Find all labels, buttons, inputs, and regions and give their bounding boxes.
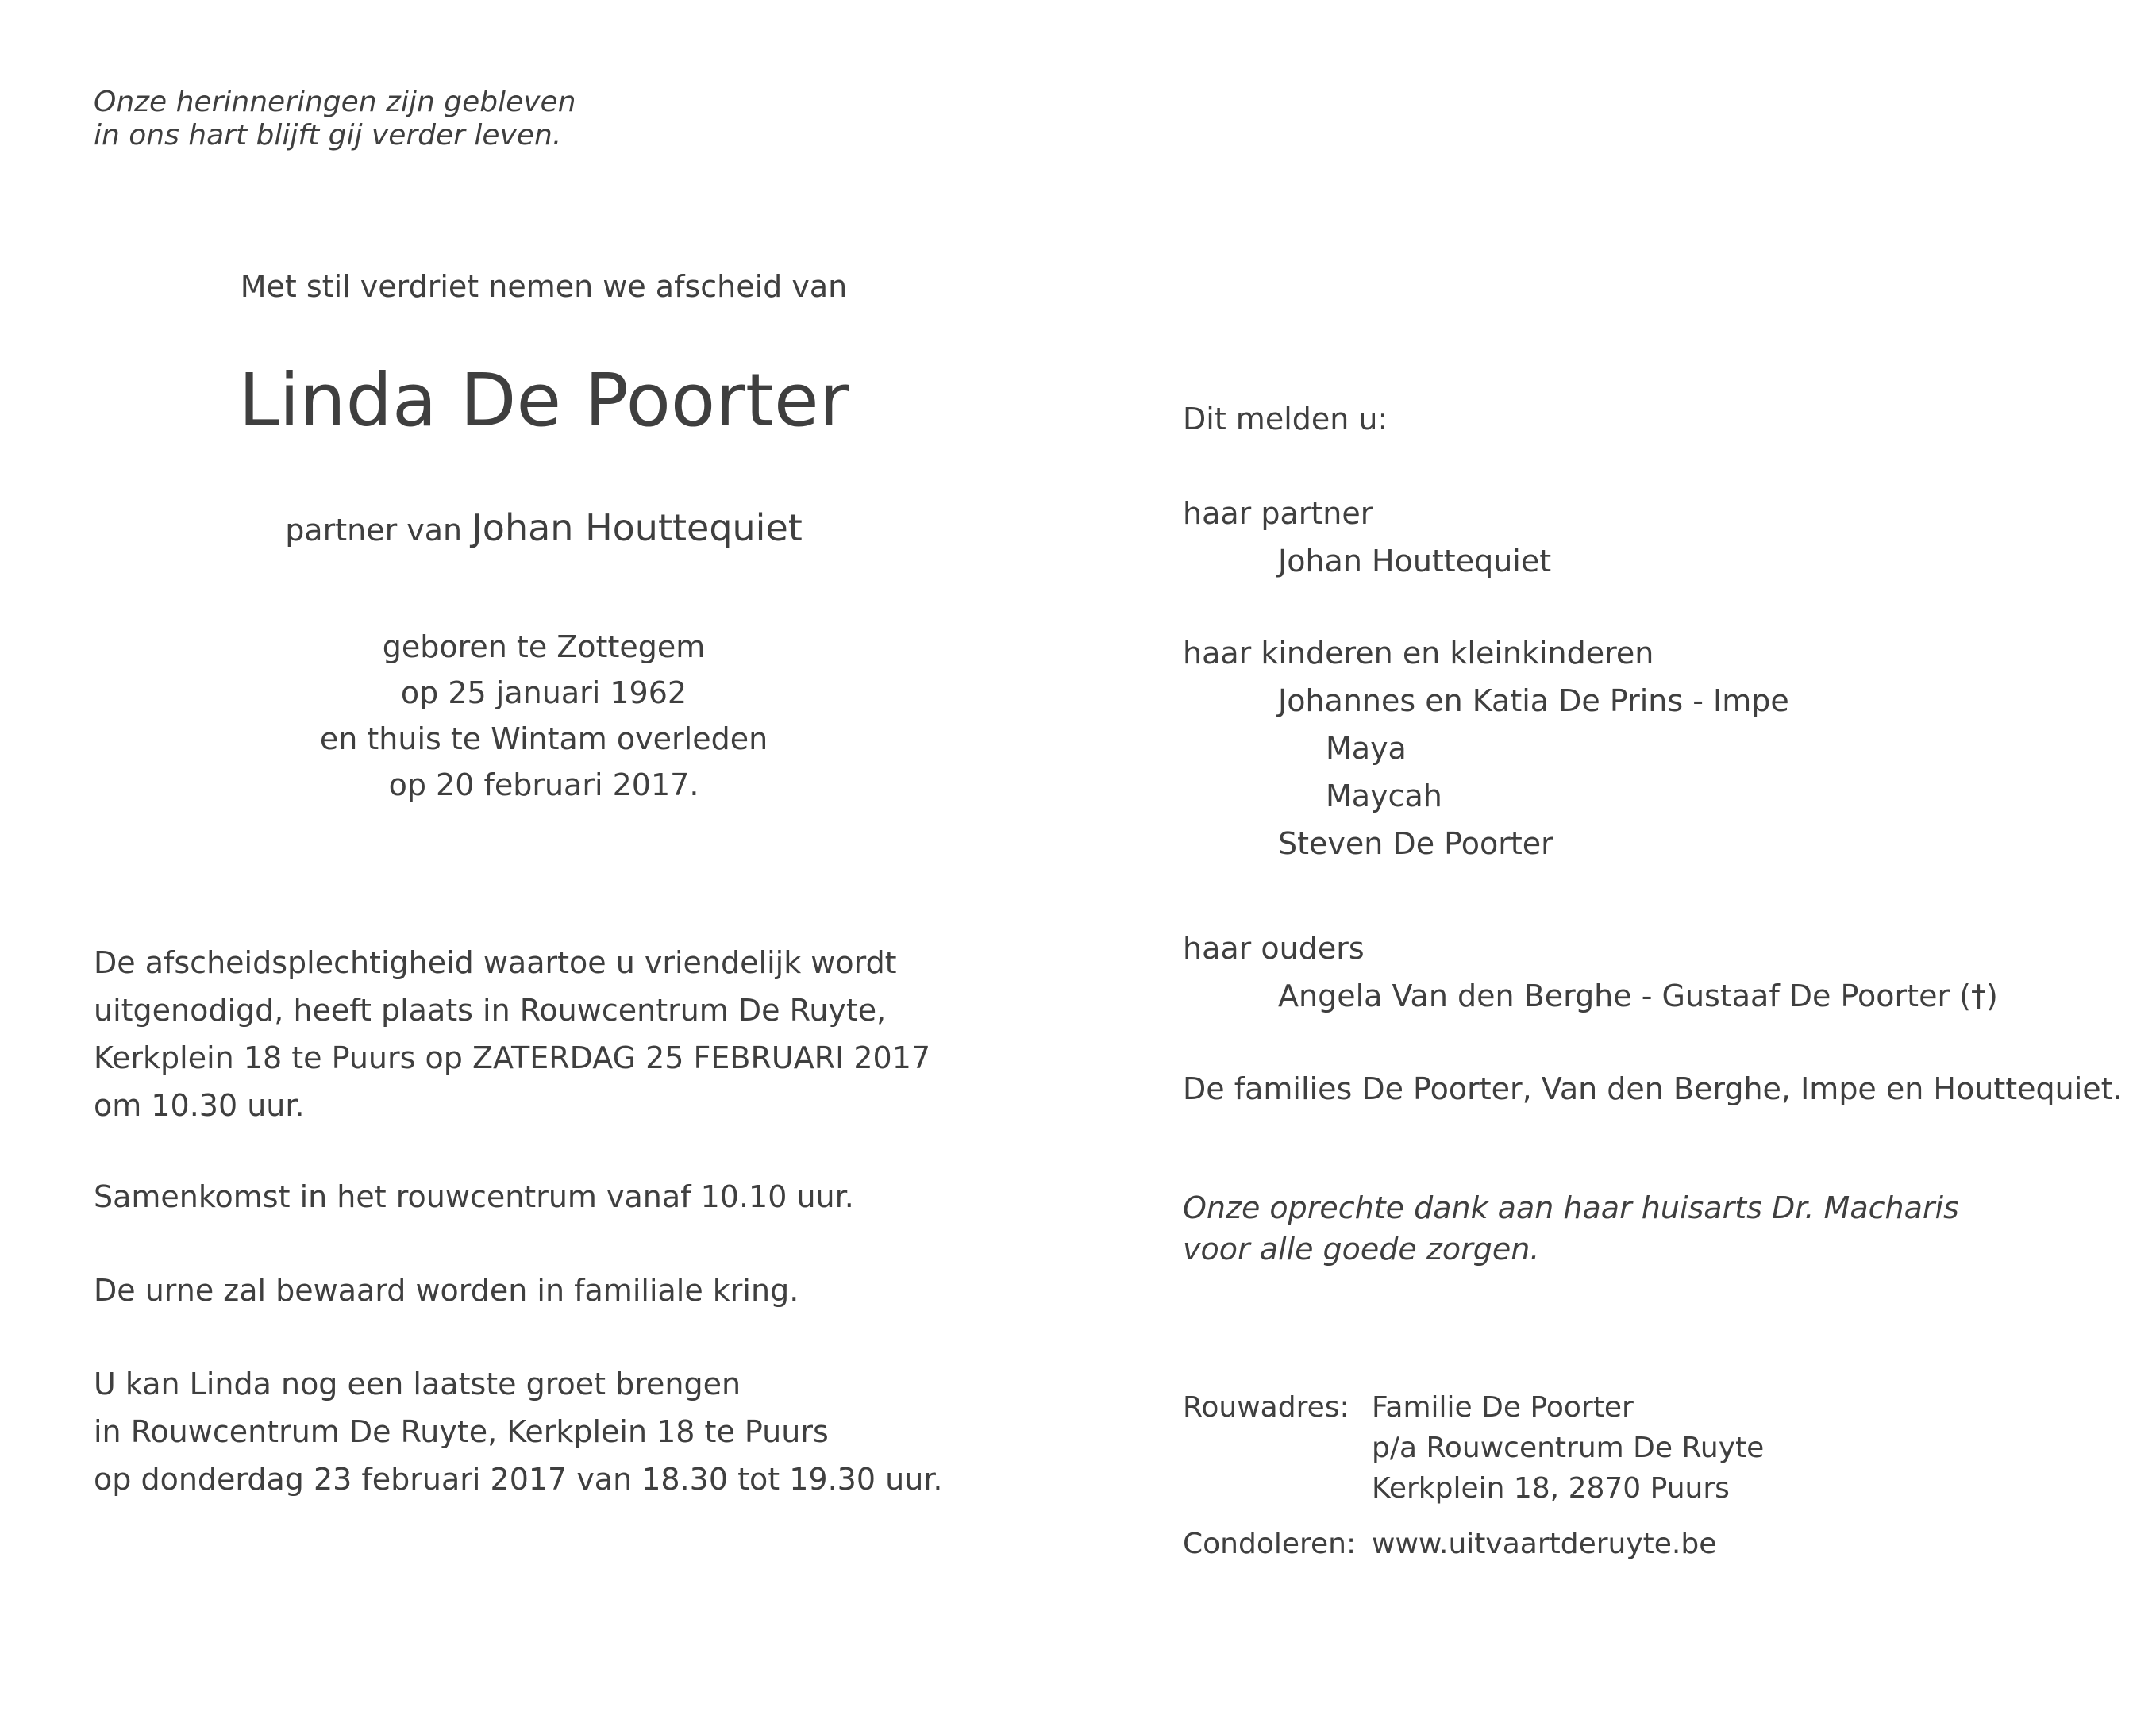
birth-death-line: op 25 januari 1962 <box>400 675 687 710</box>
thanks-line: Onze oprechte dank aan haar huisarts Dr. Macharis <box>1183 1190 1959 1225</box>
gathering-text: Samenkomst in het rouwcentrum vanaf 10.10 uur. <box>94 1179 854 1214</box>
relatives-label: haar kinderen en kleinkinderen <box>1183 636 1654 671</box>
condolences-link[interactable]: www.uitvaartderuyte.be <box>1372 1528 1717 1560</box>
thanks-line: voor alle goede zorgen. <box>1183 1232 1540 1267</box>
ceremony-line: om 10.30 uur. <box>94 1088 305 1123</box>
visit-line: op donderdag 23 februari 2017 van 18.30 tot 19.30 uur. <box>94 1462 943 1497</box>
birth-death-line: geboren te Zottegem <box>382 629 706 664</box>
address-label: Rouwadres: <box>1183 1391 1349 1424</box>
relatives-parents <box>1183 925 1998 1020</box>
deceased-name: Linda De Poorter <box>238 358 849 443</box>
partner-name: Johan Houttequiet <box>472 506 803 549</box>
relative-entry: Angela Van den Berghe - Gustaaf De Poorter (†) <box>1278 978 1998 1013</box>
relative-entry: Johannes en Katia De Prins - Impe <box>1278 683 1789 718</box>
relatives-children <box>1183 629 1789 867</box>
address-line: Familie De Poorter <box>1372 1391 1634 1424</box>
thanks-note <box>1183 1187 1959 1270</box>
relatives-partner <box>1183 490 1551 585</box>
motto-line: Onze herinneringen zijn gebleven <box>94 86 576 118</box>
announce-text: Dit melden u: <box>1183 402 1388 436</box>
condolences-label: Condoleren: <box>1183 1528 1357 1560</box>
condolences-row <box>1183 1524 1716 1564</box>
relatives-label: haar partner <box>1183 496 1373 531</box>
birth-death-block <box>135 624 953 808</box>
relative-entry: Johan Houttequiet <box>1278 544 1552 579</box>
motto-verse <box>94 86 576 152</box>
families-text: De families De Poorter, Van den Berghe, Impe en Houttequiet. <box>1183 1071 2123 1106</box>
partner-prefix: partner van <box>285 513 463 548</box>
visit-line: in Rouwcentrum De Ruyte, Kerkplein 18 te Puurs <box>94 1414 829 1449</box>
relative-entry: Steven De Poorter <box>1278 826 1553 861</box>
birth-death-line: op 20 februari 2017. <box>388 767 699 802</box>
urn-text: De urne zal bewaard worden in familiale kring. <box>94 1273 799 1308</box>
ceremony-paragraph <box>94 939 930 1129</box>
address-lines <box>1372 1387 1764 1509</box>
address-line: Kerkplein 18, 2870 Puurs <box>1372 1472 1730 1505</box>
intro-text: Met stil verdriet nemen we afscheid van <box>240 269 848 304</box>
visit-paragraph <box>94 1360 943 1503</box>
motto-line: in ons hart blijft gij verder leven. <box>94 119 562 152</box>
visit-line: U kan Linda nog een laatste groet brengen <box>94 1367 741 1401</box>
ceremony-line: Kerkplein 18 te Puurs op ZATERDAG 25 FEBRUARI 2017 <box>94 1040 931 1075</box>
birth-death-line: en thuis te Wintam overleden <box>319 721 768 756</box>
partner-line <box>135 504 953 554</box>
address-line: p/a Rouwcentrum De Ruyte <box>1372 1432 1765 1464</box>
relatives-label: haar ouders <box>1183 931 1365 966</box>
ceremony-line: uitgenodigd, heeft plaats in Rouwcentrum De Ruyte, <box>94 993 887 1028</box>
ceremony-line: De afscheidsplechtigheid waartoe u vriendelijk wordt <box>94 945 897 980</box>
relative-entry: Maycah <box>1326 779 1442 813</box>
funeral-address <box>1183 1387 1764 1509</box>
relative-entry: Maya <box>1326 731 1407 766</box>
